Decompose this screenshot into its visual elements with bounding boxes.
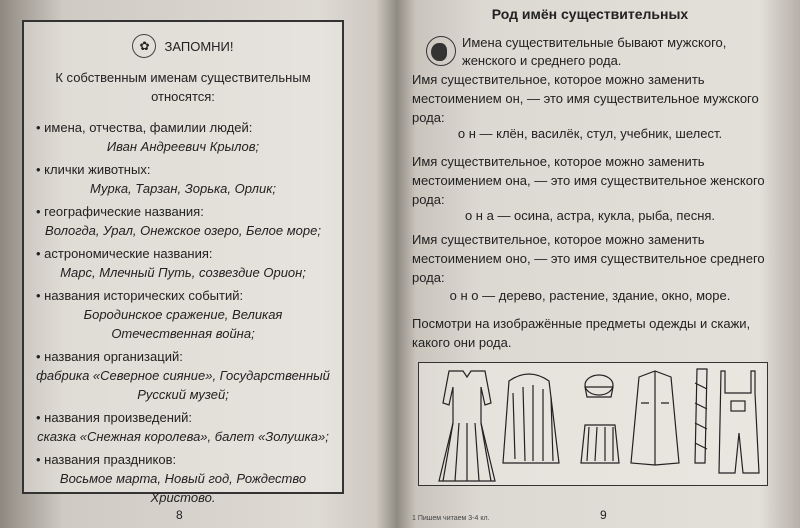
right-page [400,0,800,528]
flower-icon: ✿ [132,34,156,58]
page-title: Род имён существительных [491,6,689,22]
example-text: Вологда, Урал, Онежское озеро, Белое море; [45,223,321,238]
category-label: • названия организаций: [36,349,183,364]
list-item [36,286,330,343]
list-item [36,244,330,282]
fur-coat-icon [503,374,559,463]
list-item [36,160,330,198]
rule-block [428,34,780,70]
page-number-right: 9 [600,508,607,522]
feminine-examples: о н а — осина, астра, кукла, рыба, песня. [464,208,716,223]
neuter-examples: о н о — дерево, растение, здание, окно, море. [449,288,731,303]
girl-icon [426,36,456,66]
example-text: Восьмое марта, Новый год, Рождество Христово. [59,471,307,505]
clothing-drawings [419,363,769,487]
example-text: Мурка, Тарзан, Зорька, Орлик; [89,181,276,196]
masculine-examples: о н — клён, василёк, стул, учебник, шелест. [457,126,723,141]
category-label: • названия праздников: [36,452,177,467]
category-label: • клички животных: [36,162,151,177]
category-label: • астрономические названия: [36,246,213,261]
example-text: Бородинское сражение, Великая Отечественная война; [83,307,283,341]
task-text: Посмотри на изображённые предметы одежды и скажи, какого они рода. [412,316,751,350]
list-item [36,450,330,507]
list-item [36,347,330,404]
category-label: • географические названия: [36,204,204,219]
list-item [36,118,330,156]
example-text: Марс, Млечный Путь, созвездие Орион; [60,265,306,280]
neuter-rule: Имя существительное, которое можно заменить местоимением оно, — это имя существительное среднего рода: [412,232,765,285]
remember-intro: К собственным именам существительным относятся: [55,70,311,104]
remember-header [24,34,342,58]
rule-text: Имена существительные бывают мужского, женского и среднего рода. [462,35,727,68]
list-item [36,408,330,446]
masculine-rule: Имя существительное, которое можно заменить местоимением он, — это имя существительное мужского рода: [412,72,759,125]
category-label: • названия произведений: [36,410,193,425]
example-text: Иван Андреевич Крылов; [106,139,260,154]
list-item [36,202,330,240]
scarf-icon [695,369,707,463]
footnote: 1 Пишем читаем 3-4 кл. [412,515,490,522]
clothing-illustration [418,362,768,486]
category-label: • имена, отчества, фамилии людей: [36,120,253,135]
hat-icon [585,375,613,395]
example-text: фабрика «Северное сияние», Государственный Русский музей; [36,368,330,402]
remember-box [22,20,344,505]
proper-noun-list [36,118,330,511]
page-number-left: 8 [176,508,183,522]
left-page [0,0,395,528]
example-text: сказка «Снежная королева», балет «Золушка»; [37,429,329,444]
category-label: • названия исторических событий: [36,288,244,303]
overalls-icon [719,371,759,473]
remember-title: ЗАПОМНИ! [164,38,234,54]
feminine-rule: Имя существительное, которое можно заменить местоимением она, — это имя существительное женского рода: [412,154,765,207]
